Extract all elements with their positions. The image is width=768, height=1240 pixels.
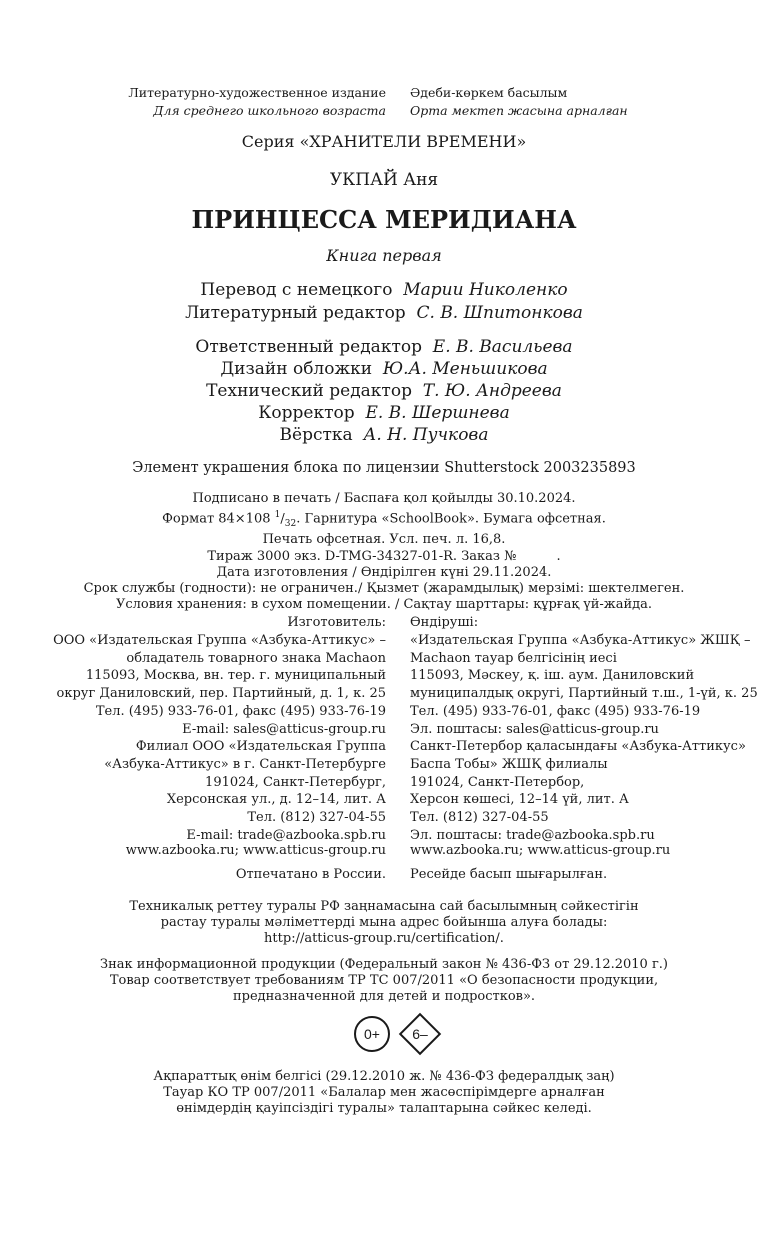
age-rating-diamond-badge [398,1012,442,1056]
mfr-kz-line: «Издательская Группа «Азбука-Аттикус» ЖШҚ – [410,632,751,648]
branch-ru-line: Филиал ООО «Издательская Группа [135,739,386,754]
age-rating-circle-badge: 0+ [354,1016,390,1052]
mfr-kz-line: Тел. (495) 933-76-01, факс (495) 933-76-19 [410,703,701,719]
header-left [128,84,386,120]
book-title: ПРИНЦЕССА МЕРИДИАНА [191,205,577,234]
manufacturer-kz [410,614,758,739]
info-ru-line: предназначенной для детей и подростков». [232,989,536,1005]
print-type: Печать офсетная. Усл. печ. л. 16,8. [262,532,506,548]
credit-name: Т. Ю. Андреева [422,381,562,401]
author: УКПАЙ Аня [329,170,439,190]
branch-kz-line: Эл. поштасы: trade@azbooka.spb.ru [410,827,655,843]
mfr-kz-line: муниципалдық округі, Партийный т.ш., 1-үй, к. 25 [410,686,758,702]
mfr-kz-line: Өндіруші: [410,615,479,630]
info-ru-line: Товар соответствует требованиям ТР ТС 007/2011 «О безопасности продукции, [109,973,659,989]
branch-kz-line: Санкт-Петербор қаласындағы «Азбука-Аттикус» [410,739,746,754]
branch-kz-line: Баспа Тобы» ЖШҚ филиалы [410,756,608,772]
mfr-ru-line: Изготовитель: [287,615,386,630]
branch-ru [104,738,386,845]
run-text: Тираж 3000 экз. D-TMG-34327-01-R. Заказ № [207,548,517,564]
made-date: Дата изготовления / Өндірілген күні 29.11.2024. [216,564,552,580]
branch-ru-line: 191024, Санкт-Петербург, [205,774,386,790]
series: Серия «ХРАНИТЕЛИ ВРЕМЕНИ» [241,132,527,151]
signed-date: Подписано в печать / Баспаға қол қойылды 30.10.2024. [192,491,576,506]
service-life: Срок службы (годности): не ограничен./ Қызмет (жарамдылық) мерзімі: шектелмеген. [83,580,685,596]
info-kz-line: Ақпараттық өнім белгісі (29.12.2010 ж. № 436-ФЗ федералдық заң) [153,1069,615,1084]
credit-role: Дизайн обложки [220,359,373,379]
mfr-kz-line: Machaon тауар белгісінің иесі [410,650,617,666]
credit-name: Ю.А. Меньшикова [382,359,548,379]
info-kz-line: Тауар КО ТР 007/2011 «Балалар мен жасөспірімдерге арналған [163,1085,605,1101]
credit-role: Вёрстка [279,425,353,445]
run-line [0,549,768,565]
format-suffix: . Гарнитура «SchoolBook». Бумага офсетная. [296,511,606,527]
branch-kz-line: Тел. (812) 327-04-55 [410,810,549,826]
mfr-ru-line: ООО «Издательская Группа «Азбука-Аттикус» – [53,632,386,648]
format-sub: 32 [284,519,297,530]
branch-ru-line: Тел. (812) 327-04-55 [247,810,386,826]
info-kz-line: өнімдердің қауіпсіздігі туралы» талаптарына сәйкес келеді. [176,1101,592,1117]
websites-kz: www.azbooka.ru; www.atticus-group.ru [410,843,671,858]
subtitle: Книга первая [326,246,442,265]
edition-type-kz: Әдеби-көркем басылым [410,85,568,100]
credit-role: Перевод с немецкого [200,280,393,300]
mfr-ru-line: E-mail: sales@atticus-group.ru [182,721,386,737]
branch-ru-line: Херсонская ул., д. 12–14, лит. А [166,792,386,808]
credit-name: С. В. Шпитонкова [416,303,583,323]
manufacturer-ru [53,614,386,739]
branch-kz-line: Херсон көшесі, 12–14 үй, лит. А [410,792,629,808]
credit-line [0,303,768,324]
audience-kz: Орта мектеп жасына арналған [410,103,628,118]
credit-line [0,381,768,402]
credit-line [0,403,768,424]
edition-type-ru: Литературно-художественное издание [128,85,386,100]
mfr-ru-line: Тел. (495) 933-76-01, факс (495) 933-76-19 [95,703,386,719]
branch-kz [410,738,746,845]
printed-ru: Отпечатано в России. [235,867,386,882]
printed-kz: Ресейде басып шығарылған. [410,867,608,882]
credit-line [0,425,768,446]
credit-name: А. Н. Пучкова [363,425,489,445]
cert-line: Техникалық реттеу туралы РФ заңнамасына сай басылымның сәйкестігін [129,899,639,914]
branch-ru-line: «Азбука-Аттикус» в г. Санкт-Петербурге [104,756,386,772]
decor-license: Элемент украшения блока по лицензии Shutterstock 2003235893 [132,460,636,476]
age-rating-diamond-label: 6– [412,1026,428,1042]
branch-ru-line: E-mail: trade@azbooka.spb.ru [186,827,386,843]
websites-ru: www.azbooka.ru; www.atticus-group.ru [125,843,386,858]
print-info [0,491,768,613]
credit-line [0,359,768,380]
credit-role: Литературный редактор [185,303,406,323]
credit-role: Корректор [258,403,355,423]
cert-line: http://atticus-group.ru/certification/. [264,931,504,947]
audience-ru: Для среднего школьного возраста [153,103,386,118]
info-mark-kz [0,1069,768,1118]
credit-line [0,280,768,301]
credit-name: Е. В. Шершнева [365,403,510,423]
info-ru-line: Знак информационной продукции (Федеральный закон № 436-ФЗ от 29.12.2010 г.) [100,957,668,972]
mfr-ru-line: 115093, Москва, вн. тер. г. муниципальный [85,668,386,684]
header-right [410,84,628,120]
credit-name: Е. В. Васильева [432,337,573,357]
credit-name: Марии Николенко [403,280,568,300]
mfr-kz-line: Эл. поштасы: sales@atticus-group.ru [410,721,659,737]
mfr-ru-line: обладатель товарного знака Machaon [126,650,386,666]
format-prefix: Формат 84×108 [162,511,275,527]
branch-kz-line: 191024, Санкт-Петербор, [410,774,585,790]
storage: Условия хранения: в сухом помещении. / Сақтау шарттары: құрғақ үй-жайда. [115,597,653,613]
credit-line [0,337,768,358]
info-mark-ru [0,957,768,1006]
credit-role: Технический редактор [206,381,412,401]
credit-role: Ответственный редактор [195,337,422,357]
mfr-ru-line: округ Даниловский, пер. Партийный, д. 1, к. 25 [56,686,386,702]
format-sup: 1 [274,510,281,521]
certification [0,899,768,948]
mfr-kz-line: 115093, Мәскеу, қ. іш. аум. Даниловский [410,668,695,684]
cert-line: растау туралы мәліметтерді мына адрес бойынша алуға болады: [160,915,608,931]
run-dot: . [556,548,561,564]
format-line: Формат 84×108 $^1/_{32}$. Гарнитура «SchoolBook». Бумага офсетная. [162,510,606,530]
